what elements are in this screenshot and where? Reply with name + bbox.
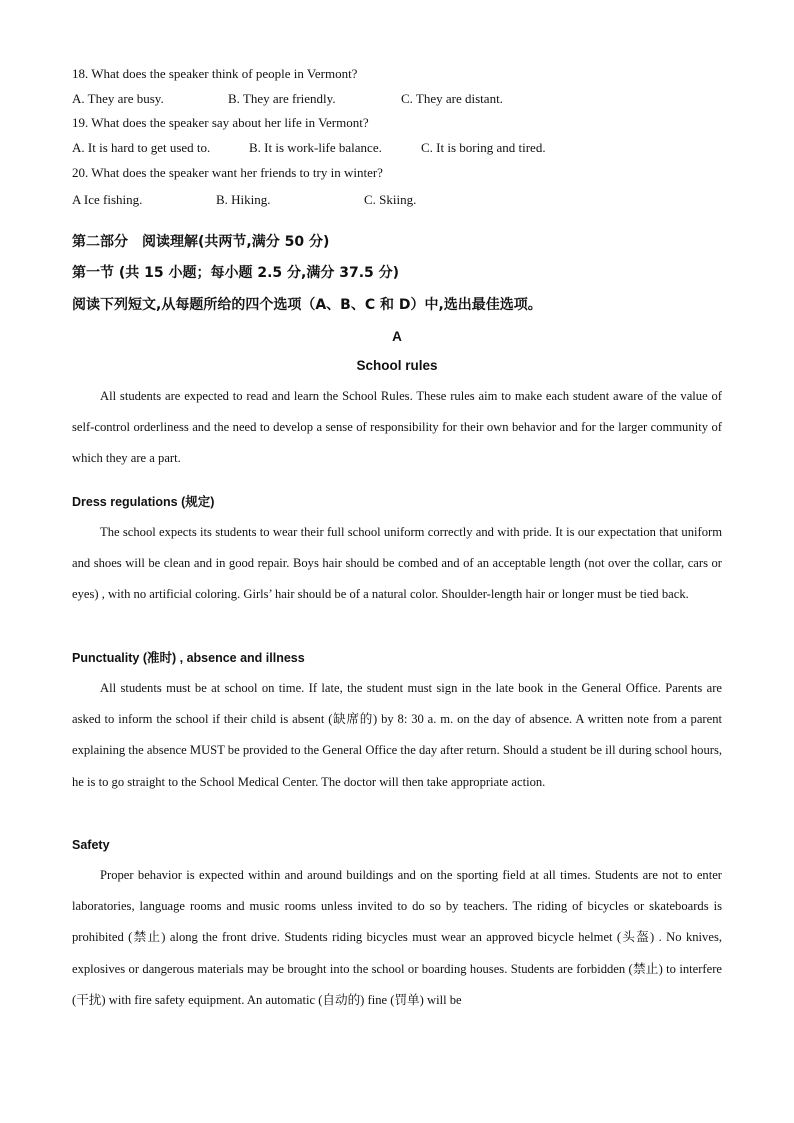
section-heading-dress: Dress regulations (规定): [72, 495, 215, 509]
section-text-punctuality: All students must be at school on time. If late, the student must sign in the late book in the General Office. Parents are asked to inform the school if their child is absent (缺席的) by 8: 30 a. m. on the day of absence. A written note from a parent explaining the absence MUST be provided to the General Office the day after return. Should a student be ill during school hours, he is to go straight to the School Medical Center. The doctor will then take appropriate action.: [72, 681, 722, 789]
question-19-option-b: B. It is work-life balance.: [249, 140, 382, 155]
question-18-option-a: A. They are busy.: [72, 91, 164, 106]
question-18-stem: 18. What does the speaker think of people in Vermont?: [72, 66, 358, 81]
section-text-safety: Proper behavior is expected within and around buildings and on the sporting field at all times. Students are not to enter laboratories, language rooms and music rooms unless invited to do so by teachers. The riding of bicycles or skateboards is prohibited (禁止) along the front drive. Students riding bicycles must wear an approved bicycle helmet (头盔) . No knives, explosives or dangerous materials may be brought into the school or boarding houses. Students are forbidden (禁止) to interfere (干扰) with fire safety equipment. An automatic (自动的) fine (罚单) will be: [72, 868, 722, 1007]
passage-label: A: [392, 329, 402, 344]
question-20-option-c: C. Skiing.: [364, 192, 417, 207]
question-19-option-a: A. It is hard to get used to.: [72, 140, 211, 155]
section-heading-punctuality: Punctuality (准时) , absence and illness: [72, 651, 305, 665]
question-20-option-a: A Ice fishing.: [72, 192, 143, 207]
subsection-title: 第一节 (共 15 小题；每小题 2.5 分,满分 37.5 分): [72, 265, 400, 281]
instructions: 阅读下列短文,从每题所给的四个选项（A、B、C 和 D）中,选出最佳选项。: [72, 297, 542, 313]
question-18-option-b: B. They are friendly.: [228, 91, 336, 106]
question-18-option-c: C. They are distant.: [401, 91, 503, 106]
passage-title: School rules: [356, 358, 438, 373]
section-text-dress: The school expects its students to wear their full school uniform correctly and with pride. It is our expectation that uniform and shoes will be clean and in good repair. Boys hair should be combed and of an acceptable length (not over the collar, cars or eyes) , with no artificial coloring. Girls’ hair should be of a natural color. Shoulder-length hair or longer must be tied back.: [72, 525, 722, 602]
question-20-option-b: B. Hiking.: [216, 192, 271, 207]
question-20-stem: 20. What does the speaker want her friends to try in winter?: [72, 165, 383, 180]
part-title: 第二部分 阅读理解(共两节,满分 50 分): [72, 234, 330, 250]
question-19-stem: 19. What does the speaker say about her life in Vermont?: [72, 115, 369, 130]
section-heading-safety: Safety: [72, 838, 110, 852]
question-19-option-c: C. It is boring and tired.: [421, 140, 546, 155]
intro-paragraph: All students are expected to read and learn the School Rules. These rules aim to make each student aware of the value of self-control orderliness and the need to develop a sense of responsibility for their own behavior and for the larger community of which they are a part.: [72, 389, 722, 466]
